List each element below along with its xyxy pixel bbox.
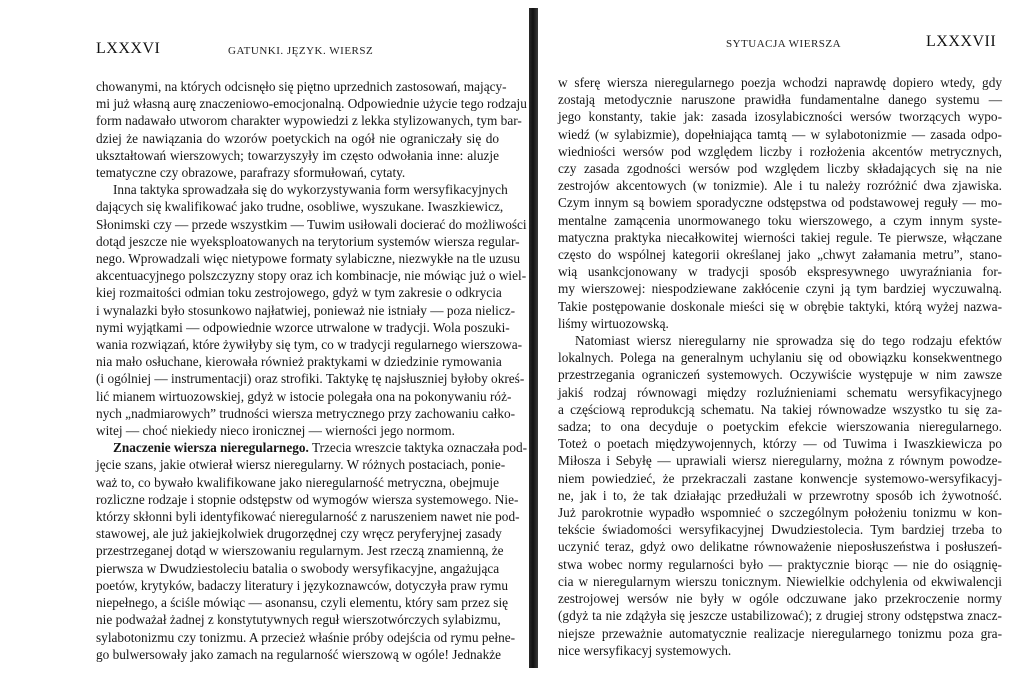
text-line: zestrojów akcentowych (w tonizmie). Ale i tu należy rozróżnić dwa zjawiska. — [558, 178, 1002, 194]
text-line: tematyczne czy obrazowe, parafrazy sformułowań, cytaty. — [96, 165, 406, 181]
text-line: stwa wobec normy regularności było — praktycznie biorąc — nie do osiągnię- — [558, 556, 1002, 572]
text-line: rozliczne rodzaje i stopnie odstępstw od wymogów wiersza systemowego. Nie- — [96, 491, 519, 507]
text-line: (i ogólniej — instrumentacji) oraz strofiki. Taktykę tę najsłuszniej byłoby okreś- — [96, 371, 525, 387]
text-line: czy zasada zgodności wersów pod względem liczby składających się na nie — [558, 161, 1002, 177]
left-running-head: GATUNKI. JĘZYK. WIERSZ — [228, 45, 374, 57]
text-line: nych „nadmiarowych” trudności wiersza metrycznego przy zachowaniu całko- — [96, 405, 516, 421]
text-line: wiedniości wersów pod względem liczby i rozłożenia akcentów metrycznych, — [558, 143, 1002, 159]
text-line: witej — choć niekiedy nieco ironicznej — wierności jego normom. — [96, 423, 455, 439]
section-heading: Znaczenie wiersza nieregularnego. — [113, 440, 309, 456]
text-line: ne, jak i to, że tak działając przedłużali w przewrotny sposób ich żywotność. — [558, 487, 1002, 503]
text-line: wiedź (w sylabizmie), dopełniająca tamtą — w sylabotonizmie — zasada odpo- — [558, 126, 1002, 142]
text-line: często do wspólnej kategorii określanej jako „chwyt załamania metru”, stano- — [558, 247, 1002, 263]
text-line: jego konstanty, takie jak: zasada izosylabiczności wersów tworzących wypo- — [558, 109, 1002, 125]
text-line: uczynić teraz, gdyż owo delikatne równoważenie nieposłuszeństwa i posłuszeń- — [558, 539, 1002, 555]
left-page-body — [96, 78, 528, 663]
text-line: wią usankcjonowany w tradycji sposób ekspresywnego uwyraźniania for- — [558, 264, 1002, 280]
text-line: którzy skłonni byli identyfikować nieregularność z naruszeniem nawet nie pod- — [96, 509, 520, 525]
text-line: lić mianem wirtuozowskiej, gdyż w istocie polegała ona na pokonywaniu róż- — [96, 388, 512, 404]
text-line: niejsze przeważnie automatycznie realizacje nieregularnego tonizmu poza gra- — [558, 625, 1002, 641]
right-running-head: SYTUACJA WIERSZA — [726, 38, 842, 50]
text-line: Toteż o poetach międzywojennych, którzy — od Tuwima i Iwaszkiewicza po — [558, 436, 1002, 452]
text-line: przestrzeganej dotąd w wierszowaniu regularnym. Jest rzeczą znamienną, że — [96, 543, 504, 559]
text-line: akcentuacyjnego polszczyzny stopy oraz ich kombinacje, nie mówiąc już o wiel- — [96, 268, 527, 284]
text-line: Takie postępowanie doskonale mieści się w obrębie taktyki, którą wyżej nazwa- — [558, 298, 1002, 314]
text-line: chowanymi, na których odcisnęło się piętno uprzednich zastosowań, mający- — [96, 79, 507, 94]
text-line: a częściową reprodukcją schematu. Na takiej równowadze wszystko tu się za- — [558, 401, 1002, 417]
text-line: matyczna praktyka niecałkowitej wierności takiej regule. Te pierwsze, włączane — [558, 229, 1002, 245]
text-fragment: Trzecia wreszcie taktyka oznaczała pod- — [311, 440, 528, 456]
text-line: form nadawało utworom charakter wypowiedzi z lekka stylizowanych, tym bar- — [96, 113, 522, 129]
text-line: (gdyż ta nie zdążyła się jeszcze ustabilizować); z drugiej strony odstępstwa znacz- — [558, 608, 1002, 624]
text-line: i wynalazki było stosunkowo najłatwiej, ponieważ nie istniały — poza nielicz- — [96, 302, 516, 318]
text-line: zostają metodycznie naruszone prawidła fundamentalne danego systemu — — [558, 92, 1002, 108]
text-line: dziej że nawiązania do wzorów poetyckich na ogół nie ograniczały się do — [96, 130, 499, 146]
text-line: jakiś rodzaj równowagi między rozluźnieniami schematu wersyfikacyjnego — [558, 384, 1002, 400]
text-line: jęcie szans, jakie otwierał wiersz nieregularny. W różnych postaciach, ponie- — [96, 457, 506, 473]
right-page — [542, 0, 1018, 676]
text-line: w sferę wiersza nieregularnego poezja wchodzi naprawdę dopiero wtedy, gdy — [558, 75, 1002, 90]
text-line: waż to, co bywało kwalifikowane jako nieregularność metryczna, obejmuje — [96, 474, 499, 490]
text-line: niepełnego, a ściśle mówiąc — asonansu, czyli elementu, który sam przez się — [96, 595, 509, 611]
text-line: Inna taktyka sprowadzała się do wykorzystywania form wersyfikacyjnych — [113, 182, 508, 198]
text-line: Miłosza i Sebyłę — uprawiali wiersz nieregularny, można z równym powodze- — [558, 453, 1002, 469]
text-line: przestrzegania ograniczeń systemowych. Oczywiście występuje w nim zawsze — [558, 367, 1002, 383]
left-page-number: LXXXVI — [96, 40, 161, 57]
text-line: tekście świadomości wersyfikacyjnej Dwudziestolecia. Tym bardziej trzeba to — [558, 522, 1002, 538]
text-line: poetów, krytyków, badaczy literatury i językoznawców, dotyczyła praw rymu — [96, 577, 509, 593]
text-line — [96, 439, 528, 456]
text-line: nice wersyfikacyj systemowych. — [558, 642, 732, 658]
text-line: sadza; to ona decyduje o poetyckim efekcie wierszowania nieregularnego. — [558, 419, 1002, 435]
text-line: wania rozwiązań, które żywiłyby się tym, co w tradycji regularnego wierszowa- — [96, 337, 523, 353]
text-line: Już parokrotnie wypadło wspomnieć o szczególnym położeniu tonizmu w kon- — [558, 505, 1002, 521]
text-line: Słonimski czy — przede wszystkim — Tuwim usiłowali docierać do możliwości — [96, 216, 527, 232]
text-line: lokalnych. Polega na generalnym uchylaniu się od obowiązku konsekwentnego — [558, 350, 1002, 366]
text-line: dotąd jeszcze nie wyeksploatowanych na terytorium systemów wiersza regular- — [96, 233, 520, 249]
text-line: mi już własną aurę znaczeniowo-emocjonalną. Odpowiednie użycie tego rodzaju — [96, 96, 527, 112]
text-line: nia mało osłuchane, kierowała również praktykami w dziedzinie rymowania — [96, 354, 502, 370]
book-gutter — [529, 8, 538, 668]
text-line: sylabotonizmu czy tonizmu. A przecież właśnie próby odejścia od rymu pełne- — [96, 629, 516, 645]
text-line: Czym innym są bowiem sporadyczne odstępstwa od podstawowej reguły — mo- — [558, 195, 1002, 211]
text-line: liśmy wirtuozowską. — [558, 315, 669, 331]
text-line: dających się kwalifikować jako trudne, osobliwe, wyszukane. Iwaszkiewicz, — [96, 199, 504, 215]
text-line: nie podważał żadnej z konstytutywnych reguł wierszotwórczych sylabizmu, — [96, 612, 501, 628]
text-line: nego. Wprowadzali więc nietypowe formaty sylabiczne, niezwykłe na tle uzusu — [96, 251, 520, 267]
text-line: cia w nieregularnym wierszu tonicznym. Niewielkie odchylenia od ekwiwalencji — [558, 573, 1002, 589]
text-line: nymi wyjątkami — odpowiednie wzorce utrwalone w tradycji. Wola poszuki- — [96, 319, 510, 335]
text-line: mentalne zamącenia unormowanego toku wierszowego, a czym innym syste- — [558, 212, 1002, 228]
text-line: my wierszowej: niespodziewane zakłócenie czyni ją tym bardziej wyczuwalną. — [558, 281, 1002, 297]
text-line: niem powiedzieć, że przekraczali zastane konwencje systemowo-wersyfikacyj- — [558, 470, 1002, 486]
right-page-body — [558, 74, 1002, 659]
text-line: kiej rozmaitości odmian toku zestrojowego, gdyż w tym zakresie o odkrycia — [96, 285, 502, 301]
text-line: zestrojowej wersów nie były w ogóle odczuwane jako przekroczenie normy — [558, 591, 1002, 607]
text-line: stawowej, ale już jakiejkolwiek drugorzędnej czy wręcz peryferyjnej zasady — [96, 526, 502, 542]
text-line: Natomiast wiersz nieregularny nie sprowadza się do tego rodzaju efektów — [575, 333, 1002, 349]
text-line: go bulwersowały jako zamach na regularność wierszową w ogóle! Jednakże — [96, 646, 502, 662]
text-line: pierwsza w Dwudziestoleciu batalia o swobody wersyfikacyjne, angażująca — [96, 560, 500, 576]
right-page-number: LXXXVII — [926, 33, 997, 50]
text-line: ukształtowań wierszowych; towarzyszyły im często odwołania inne: aluzje — [96, 147, 499, 163]
